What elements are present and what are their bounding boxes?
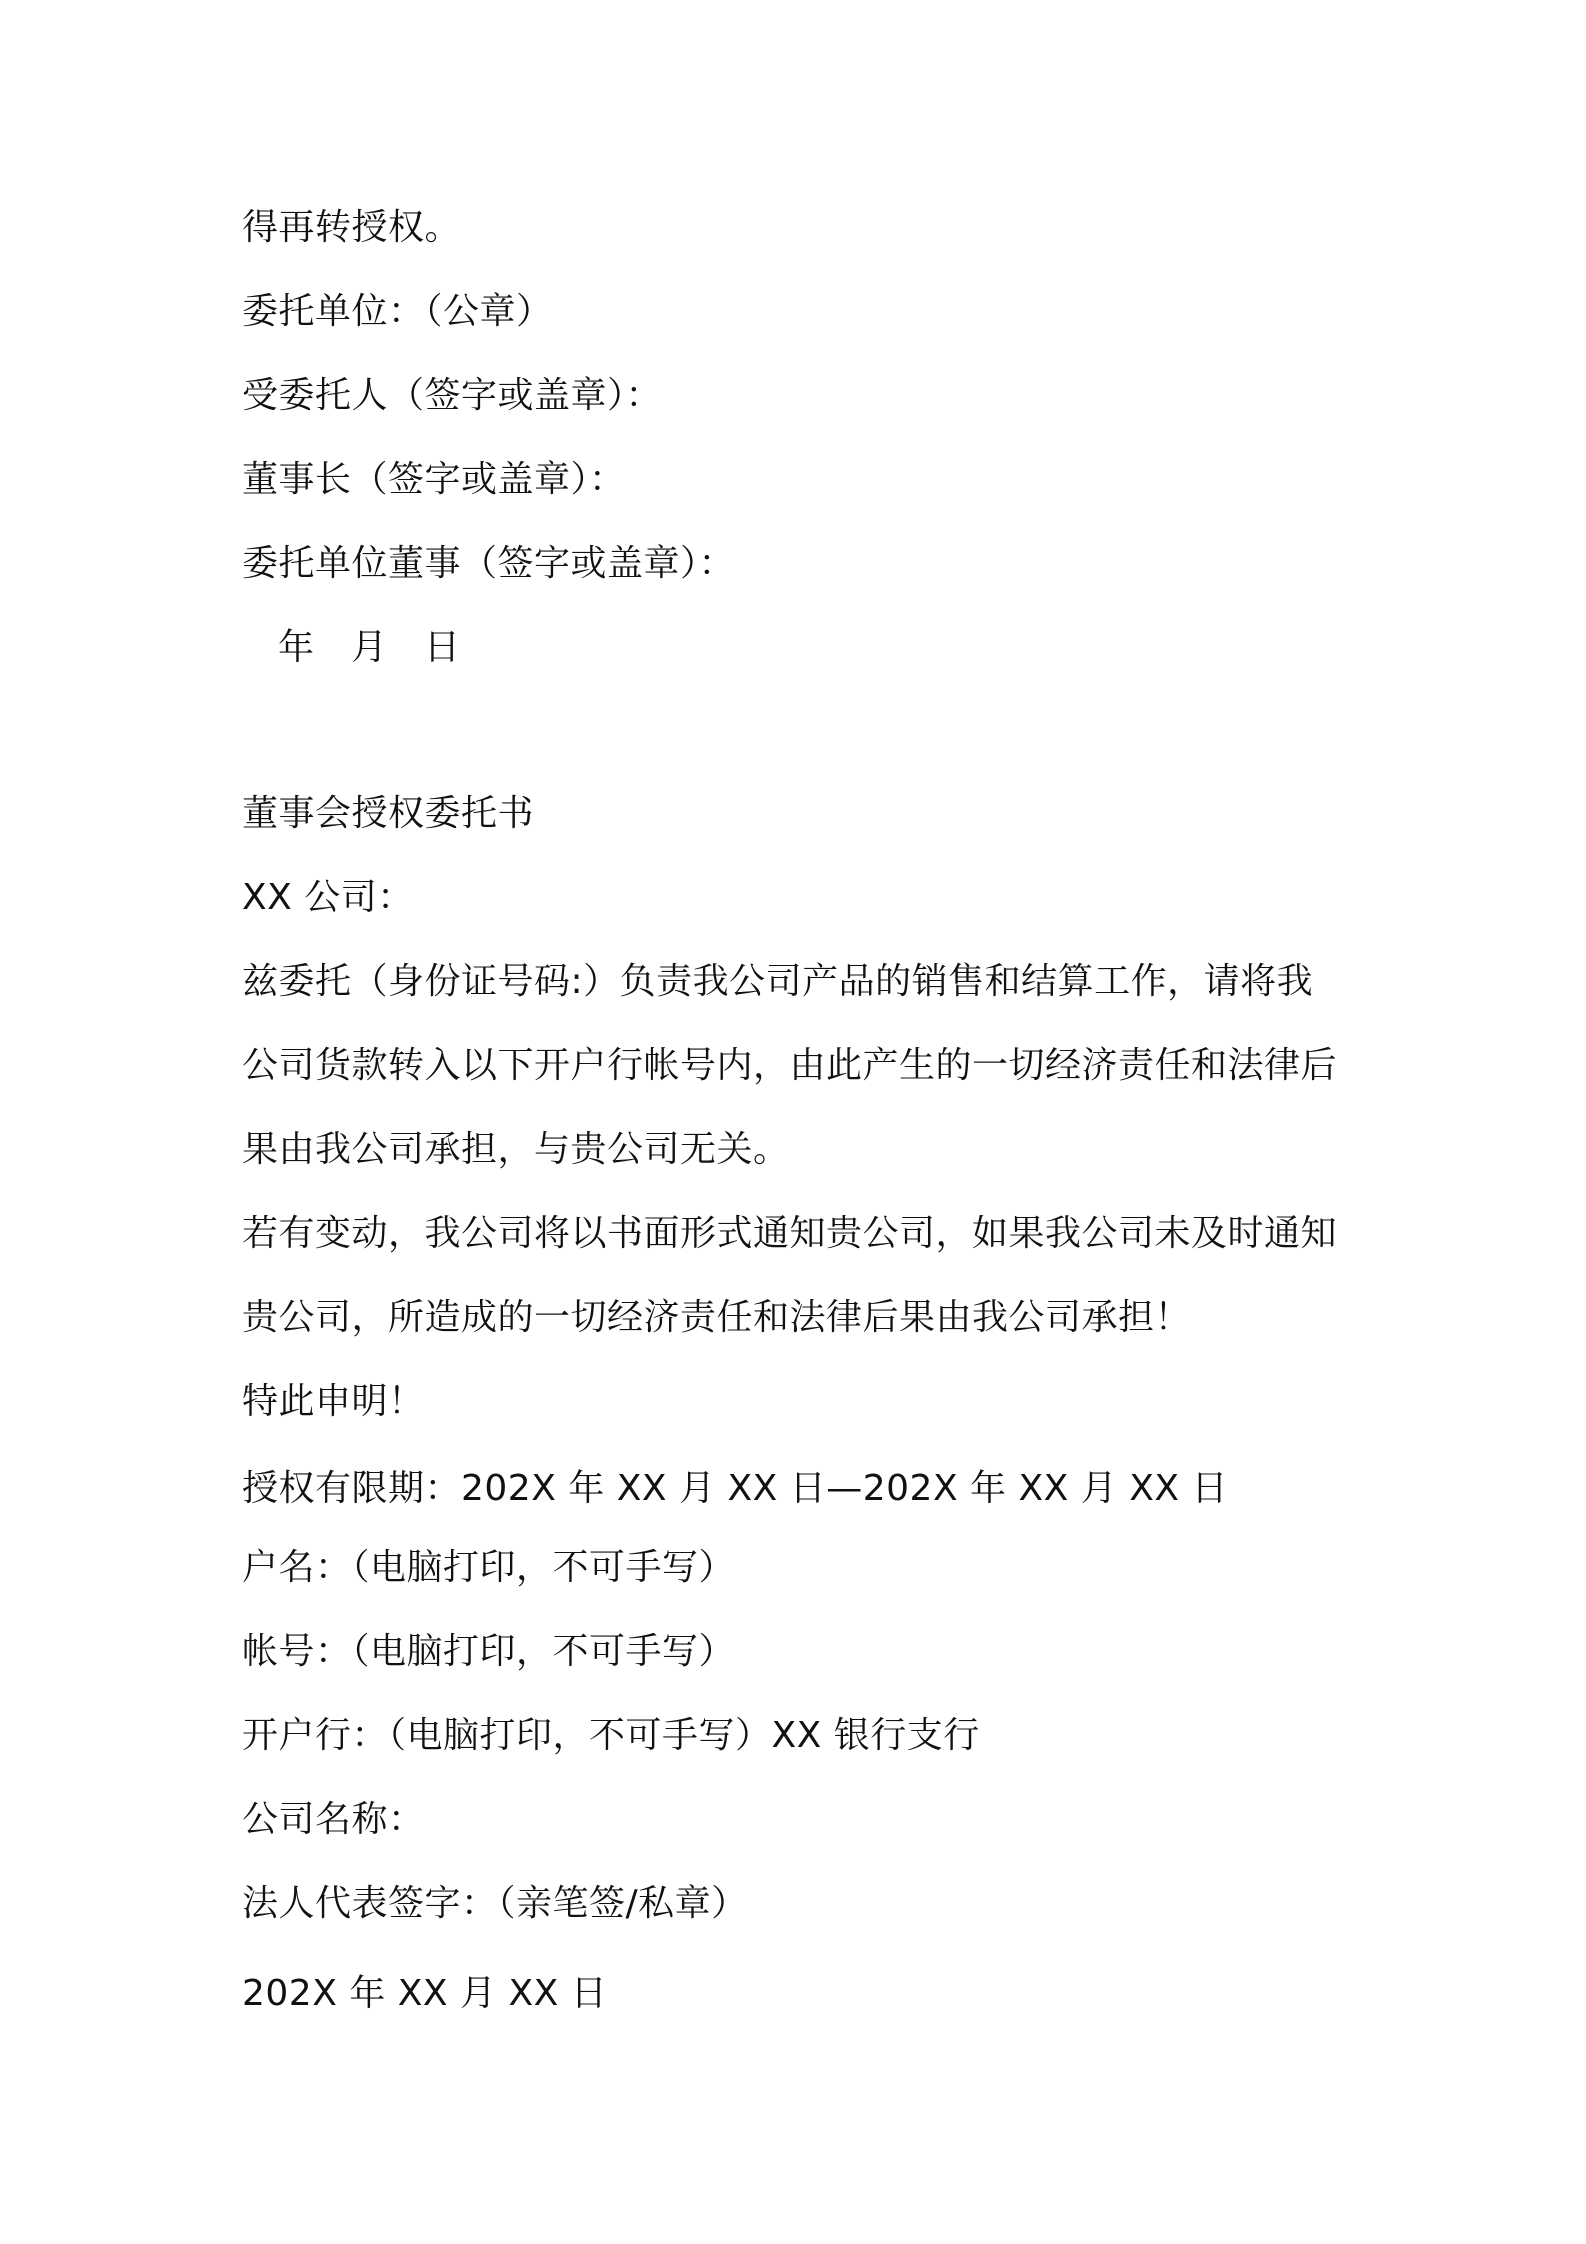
- chairman-signature-line: 董事长（签字或盖章）：: [242, 459, 626, 500]
- declaration-line: 特此申明！: [242, 1381, 425, 1422]
- legal-representative-signature-line: 法人代表签字：（亲笔签/私章）: [242, 1883, 748, 1924]
- bank-line: 开户行：（电脑打印，不可手写）XX 银行支行: [242, 1715, 980, 1756]
- account-number-line: 帐号：（电脑打印，不可手写）: [242, 1631, 736, 1672]
- document-date-line: 202X 年 XX 月 XX 日: [242, 1973, 608, 2014]
- agent-signature-line: 受委托人（签字或盖章）：: [242, 375, 663, 416]
- account-name-line: 户名：（电脑打印，不可手写）: [242, 1547, 736, 1588]
- date-blank-line: 年 月 日: [278, 627, 461, 668]
- body-paragraph-line: 若有变动，我公司将以书面形式通知贵公司，如果我公司未及时通知: [242, 1213, 1338, 1254]
- continuation-text: 得再转授权。: [242, 207, 462, 248]
- company-name-line: 公司名称：: [242, 1799, 425, 1840]
- body-paragraph-line: 兹委托（身份证号码:）负责我公司产品的销售和结算工作，请将我: [242, 961, 1314, 1002]
- unit-director-signature-line: 委托单位董事（签字或盖章）：: [242, 543, 736, 584]
- body-paragraph-line: 公司货款转入以下开户行帐号内，由此产生的一切经济责任和法律后: [242, 1045, 1338, 1086]
- principal-unit-line: 委托单位：（公章）: [242, 291, 553, 332]
- body-paragraph-line: 果由我公司承担，与贵公司无关。: [242, 1129, 790, 1170]
- body-paragraph-line: 贵公司，所造成的一切经济责任和法律后果由我公司承担！: [242, 1297, 1192, 1338]
- addressee-line: XX 公司：: [242, 877, 414, 918]
- validity-period-line: 授权有限期：202X 年 XX 月 XX 日—202X 年 XX 月 XX 日: [242, 1468, 1228, 1509]
- document-title: 董事会授权委托书: [242, 793, 535, 834]
